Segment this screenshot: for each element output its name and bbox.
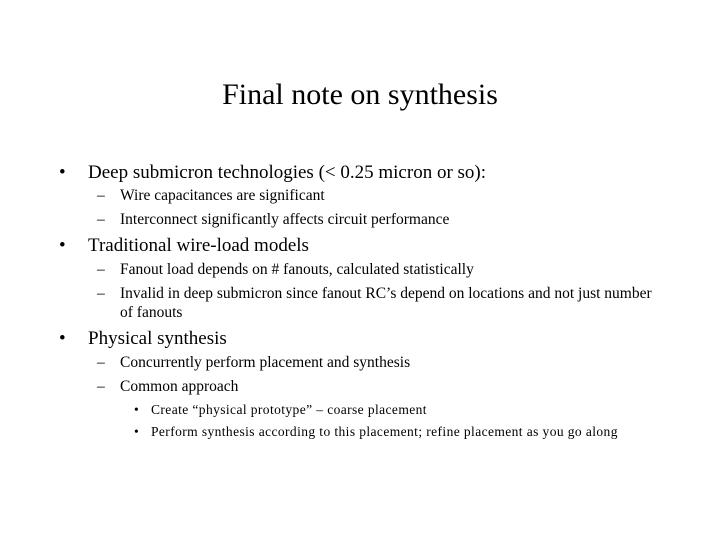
sub-sub-bullet-text: Perform synthesis according to this placement; refine placement as you go along <box>151 424 618 439</box>
dash-icon: – <box>97 211 105 228</box>
sub-bullet-text: Wire capacitances are significant <box>120 187 325 204</box>
dash-icon: – <box>97 354 105 371</box>
sub-bullet-text: Common approach <box>120 378 239 395</box>
sub-bullet-text: Interconnect significantly affects circuit performance <box>120 211 450 228</box>
bullet-text: Traditional wire-load models <box>88 235 309 256</box>
dash-icon: – <box>97 187 105 204</box>
dash-icon: – <box>97 261 105 278</box>
slide-title: Final note on synthesis <box>222 78 498 111</box>
bullet-icon: • <box>59 235 66 256</box>
bullet-text: Deep submicron technologies (< 0.25 micron or so): <box>88 162 487 183</box>
bullet-text: Physical synthesis <box>88 328 227 349</box>
bullet-icon: • <box>59 328 66 349</box>
bullet-icon: • <box>134 424 140 439</box>
sub-bullet-text: Concurrently perform placement and synthesis <box>120 354 411 371</box>
dash-icon: – <box>97 378 105 395</box>
bullet-icon: • <box>134 402 140 417</box>
dash-icon: – <box>97 285 105 302</box>
sub-sub-bullet-text: Create “physical prototype” – coarse placement <box>151 402 427 417</box>
sub-bullet-text: Fanout load depends on # fanouts, calculated statistically <box>120 261 474 278</box>
sub-bullet-text: Invalid in deep submicron since fanout RC’s depend on locations and not just number of fanouts <box>120 285 652 321</box>
bullet-icon: • <box>59 162 66 183</box>
